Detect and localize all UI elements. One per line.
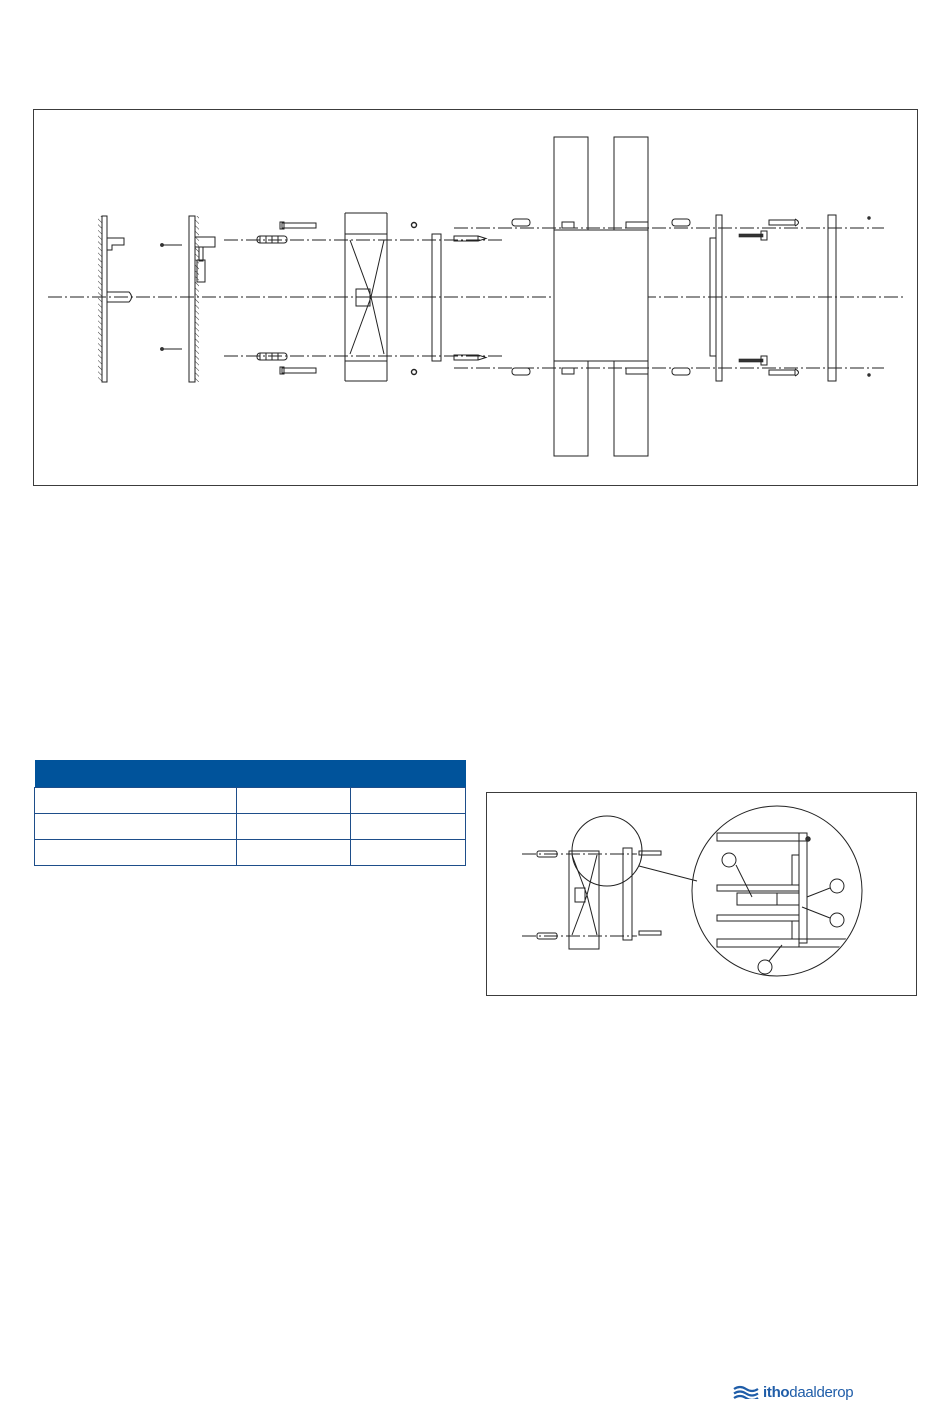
detail-small-assembly: [522, 816, 697, 949]
table-header-cell: [351, 760, 466, 788]
front-cover: [432, 234, 441, 361]
wall-opening: [554, 230, 648, 361]
detail-magnified-view: [692, 806, 879, 976]
table-row: [35, 814, 466, 840]
table-row: [35, 788, 466, 814]
left-wall-plate: [98, 216, 132, 382]
table-cell: [351, 788, 466, 814]
callout-4: [758, 960, 772, 974]
logo-brand-light: daalderop: [789, 1383, 854, 1401]
outer-grille: [828, 215, 870, 381]
table-header-row: [35, 760, 466, 788]
table-cell: [351, 840, 466, 866]
screws-middle: [454, 236, 486, 360]
table-cell: [35, 788, 237, 814]
washer-lower: [412, 370, 417, 375]
exploded-assembly-svg: [34, 110, 919, 487]
specification-table: [34, 760, 466, 866]
washer-upper: [412, 223, 417, 228]
callout-2: [830, 879, 844, 893]
mounting-plate: [160, 216, 215, 382]
itho-daalderop-logo: [733, 1382, 853, 1402]
exploded-assembly-drawing: [33, 109, 918, 486]
table-cell: [351, 814, 466, 840]
table-cell: [237, 840, 351, 866]
logo-brand-bold: itho: [763, 1383, 790, 1401]
table-cell: [237, 814, 351, 840]
table-row: [35, 840, 466, 866]
table-cell: [35, 840, 237, 866]
table-cell: [237, 788, 351, 814]
table-cell: [35, 814, 237, 840]
callout-3: [830, 913, 844, 927]
detail-drawing-svg: [487, 793, 918, 997]
screws-right: [739, 219, 799, 376]
logo-wave-icon: [733, 1385, 759, 1399]
detail-drawing: [486, 792, 917, 996]
table-header-cell: [237, 760, 351, 788]
table-header-cell: [35, 760, 237, 788]
callout-1: [722, 853, 736, 867]
outer-frame: [710, 215, 722, 381]
